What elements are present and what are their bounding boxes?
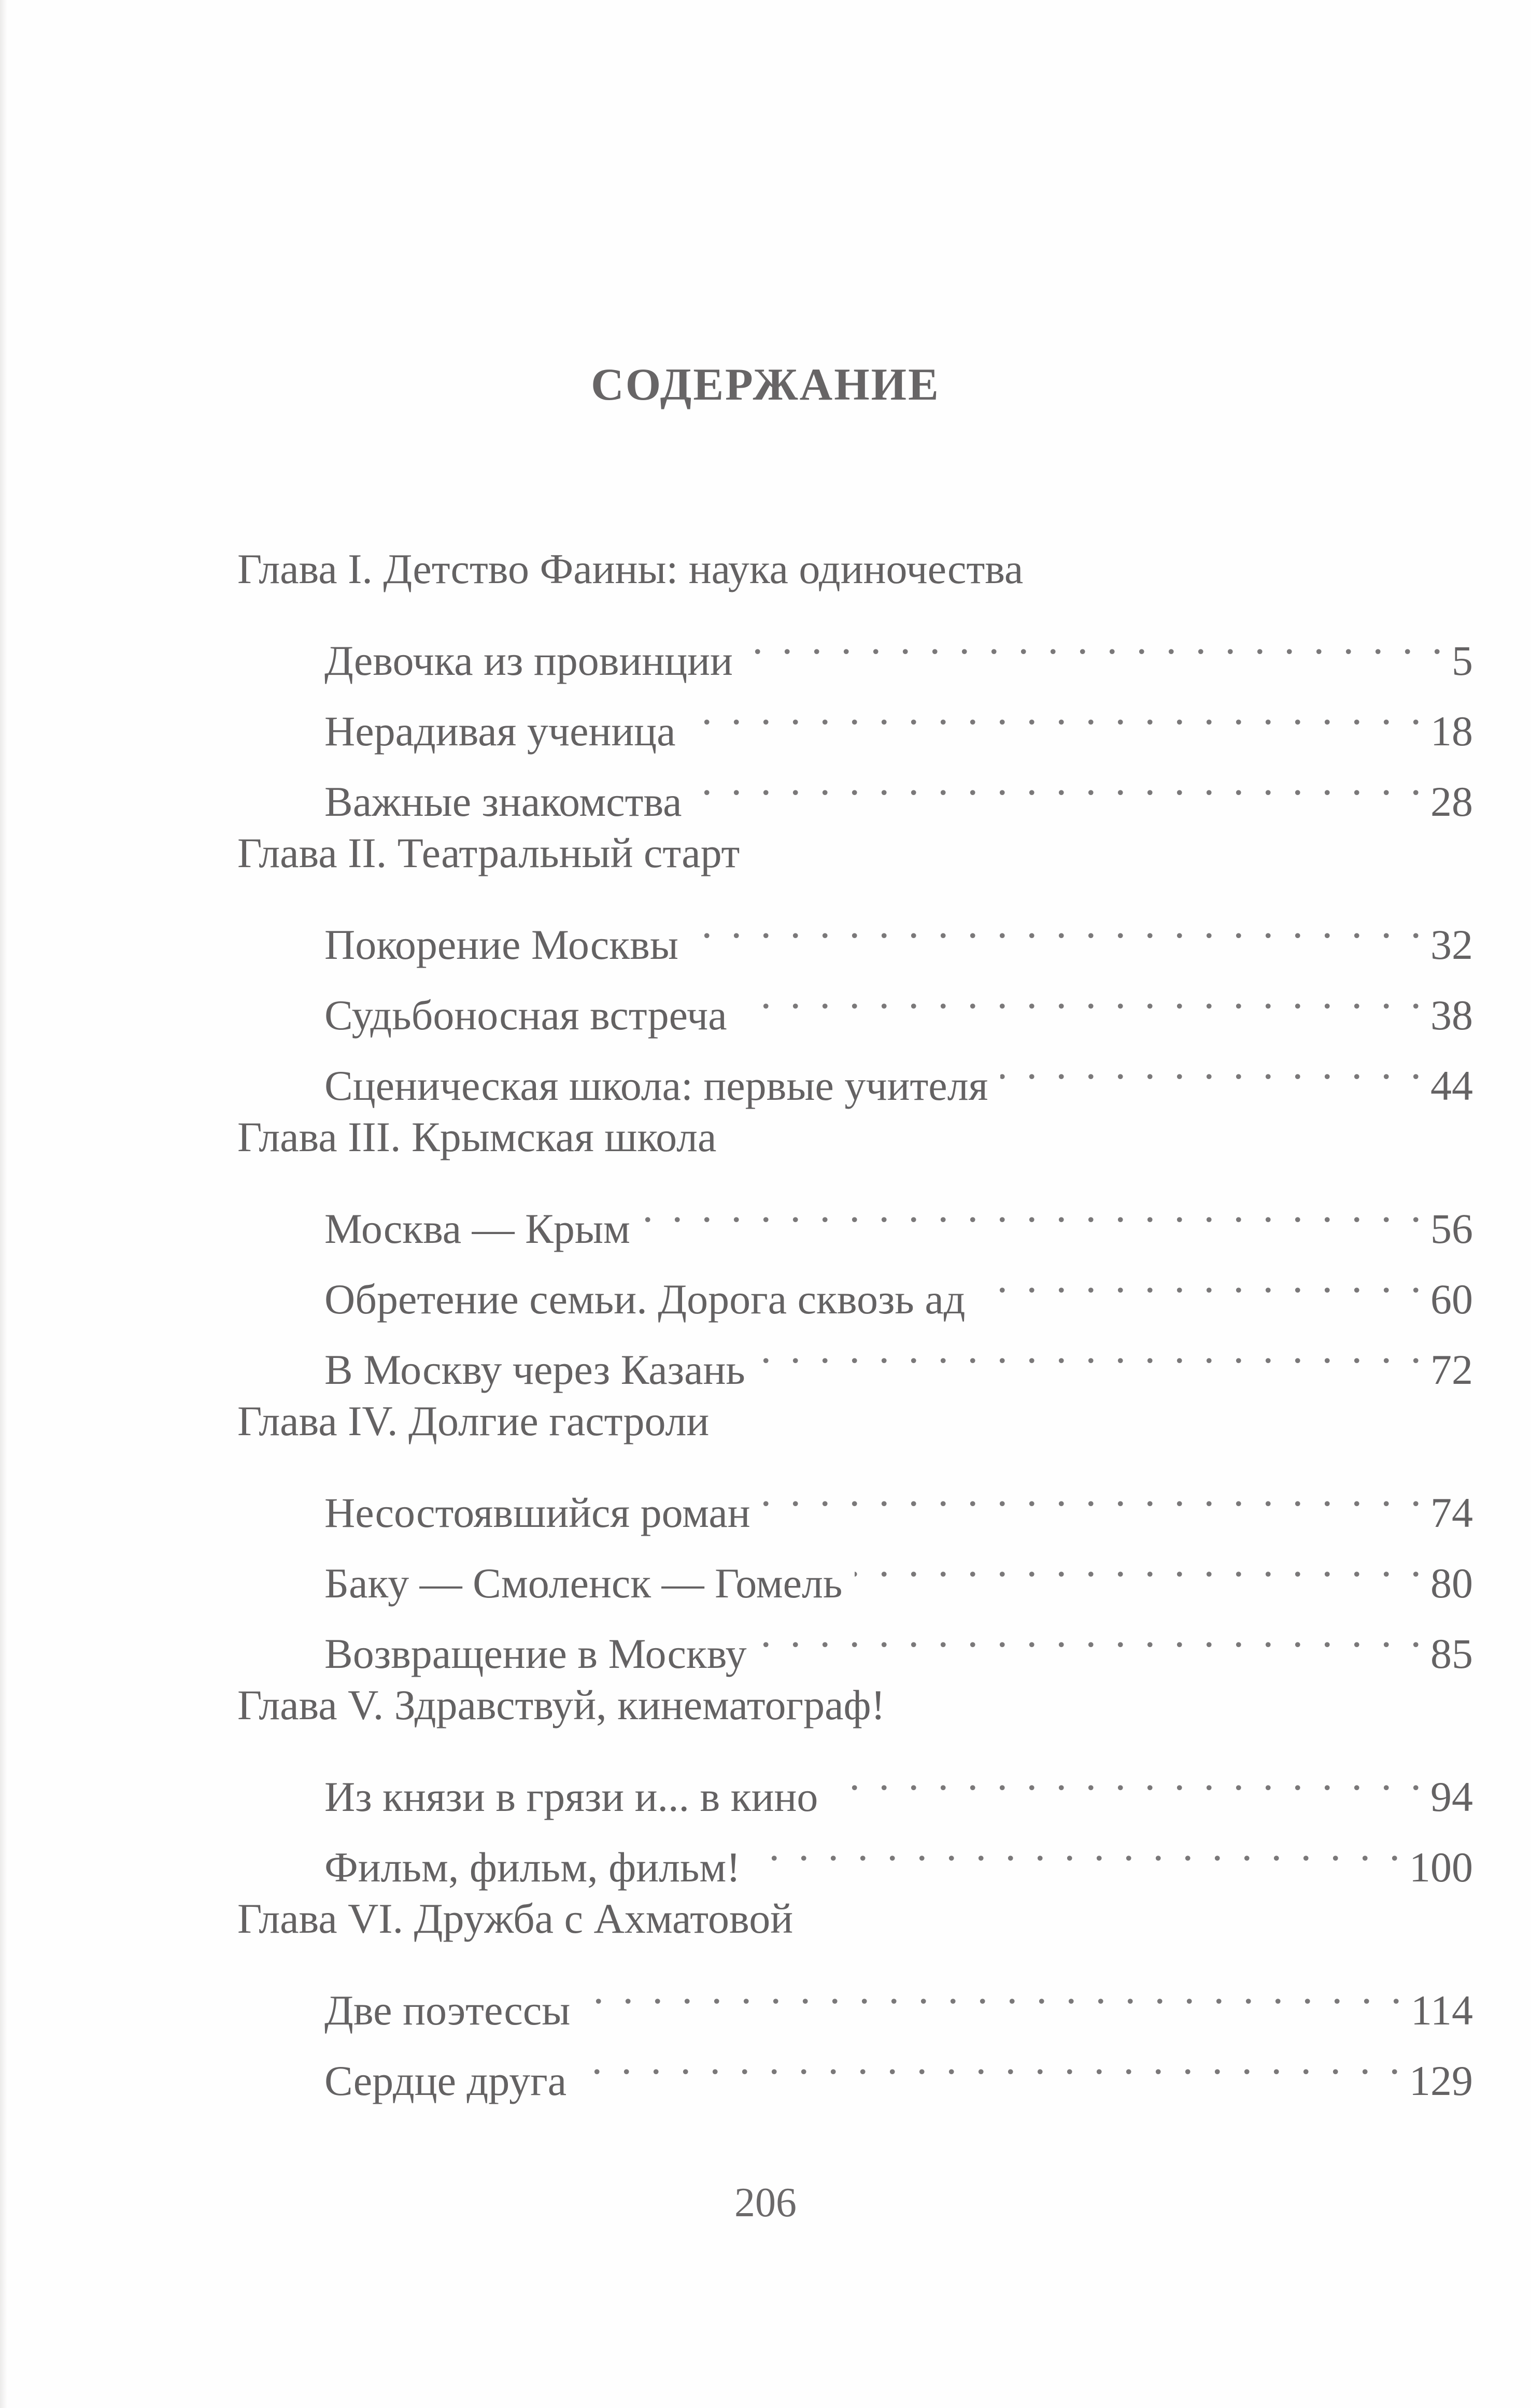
- toc-title: СОДЕРЖАНИЕ: [591, 359, 940, 410]
- chapter-heading: Глава II. Театральный старт: [237, 829, 740, 876]
- chapter-2: [237, 818, 1473, 1109]
- entry-page-number: 72: [1430, 1346, 1473, 1393]
- dot-leader: [1000, 1029, 1425, 1100]
- entry-title: Сценическая школа: первые учителя: [324, 1062, 988, 1109]
- dot-leader: [740, 959, 1425, 1029]
- entry-title: Сердце друга: [324, 2057, 567, 2104]
- table-of-contents: [237, 534, 1473, 2104]
- entry-page-number: 56: [1430, 1205, 1473, 1252]
- entry-title: Девочка из провинции: [324, 637, 733, 684]
- chapter-1: [237, 534, 1473, 825]
- entry-page-number: 28: [1430, 778, 1473, 825]
- dot-leader: [583, 1954, 1406, 2024]
- entry-title: Две поэтессы: [324, 1987, 571, 2034]
- entry-page-number: 85: [1430, 1630, 1473, 1677]
- chapter-heading: Глава VI. Дружба с Ахматовой: [237, 1895, 793, 1942]
- dot-leader: [763, 1456, 1425, 1527]
- entry-page-number: 38: [1430, 991, 1473, 1039]
- dot-leader: [694, 745, 1425, 816]
- chapter-5: [237, 1670, 1473, 1891]
- entry-page-number: 114: [1411, 1987, 1473, 2034]
- dot-leader: [759, 1597, 1425, 1668]
- dot-leader: [758, 1313, 1425, 1384]
- entry-title: Важные знакомства: [324, 778, 682, 825]
- toc-entry: [324, 888, 1473, 968]
- entry-page-number: 5: [1452, 637, 1473, 684]
- entry-title: Из князи в грязи и... в кино: [324, 1773, 818, 1820]
- dot-leader: [745, 604, 1447, 675]
- dot-leader: [579, 2024, 1404, 2095]
- entry-title: Несостоявшийся роман: [324, 1489, 750, 1536]
- toc-entry: [324, 1456, 1473, 1536]
- toc-entry: [324, 1172, 1473, 1252]
- entry-title: Обретение семьи. Дорога сквозь ад: [324, 1276, 966, 1323]
- entry-title: Баку — Смоленск — Гомель: [324, 1560, 843, 1607]
- entry-page-number: 44: [1430, 1062, 1473, 1109]
- page-edge-shadow: [0, 0, 7, 2408]
- page-number: 206: [734, 2180, 797, 2226]
- entry-page-number: 18: [1430, 707, 1473, 755]
- entry-title: В Москву через Казань: [324, 1346, 745, 1393]
- dot-leader: [643, 1172, 1425, 1243]
- chapter-heading: Глава III. Крымская школа: [237, 1113, 717, 1160]
- entry-page-number: 94: [1430, 1773, 1473, 1820]
- entry-title: Возвращение в Москву: [324, 1630, 747, 1677]
- dot-leader: [977, 1243, 1425, 1313]
- chapter-heading: Глава V. Здравствуй, кинематограф!: [237, 1681, 885, 1729]
- dot-leader: [855, 1527, 1425, 1597]
- toc-entry: [324, 1740, 1473, 1820]
- chapter-3: [237, 1102, 1473, 1393]
- toc-entry: [324, 1954, 1473, 2034]
- entry-page-number: 100: [1409, 1844, 1473, 1891]
- entry-title: Москва — Крым: [324, 1205, 630, 1252]
- dot-leader: [753, 1811, 1404, 1881]
- entry-title: Покорение Москвы: [324, 921, 678, 968]
- chapter-heading: Глава IV. Долгие гастроли: [237, 1397, 710, 1444]
- dot-leader: [691, 888, 1425, 959]
- dot-leader: [688, 675, 1425, 745]
- entry-page-number: 129: [1409, 2057, 1473, 2104]
- entry-page-number: 74: [1430, 1489, 1473, 1536]
- toc-entry: [324, 604, 1473, 684]
- entry-title: Судьбоносная встреча: [324, 991, 727, 1039]
- chapter-heading: Глава I. Детство Фаины: наука одиночества: [237, 545, 1024, 592]
- chapter-4: [237, 1386, 1473, 1677]
- entry-title: Фильм, фильм, фильм!: [324, 1844, 741, 1891]
- dot-leader: [830, 1740, 1425, 1811]
- entry-page-number: 60: [1430, 1276, 1473, 1323]
- chapter-6: [237, 1883, 1473, 2104]
- entry-title: Нерадивая ученица: [324, 707, 676, 755]
- entry-page-number: 80: [1430, 1560, 1473, 1607]
- entry-page-number: 32: [1430, 921, 1473, 968]
